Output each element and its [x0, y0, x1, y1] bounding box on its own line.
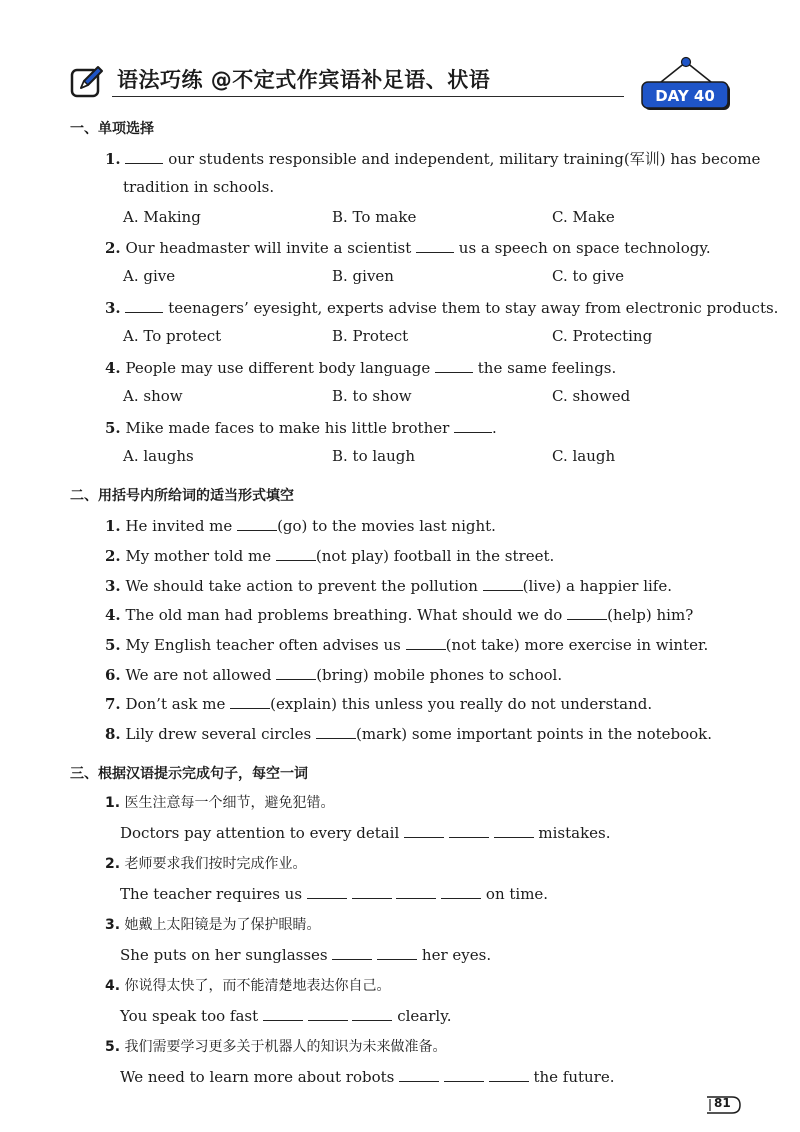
answer-blank[interactable]	[406, 634, 446, 650]
s2-item-7	[105, 693, 652, 713]
item-text-post: (bring) mobile phones to school.	[316, 666, 563, 684]
chinese-prompt: 你说得太快了，而不能清楚地表达你自己。	[124, 978, 391, 994]
answer-blank[interactable]	[444, 1066, 484, 1082]
option-c[interactable]: C. laugh	[552, 447, 616, 465]
section2-title: 二、用括号内所给词的适当形式填空	[70, 488, 294, 504]
question-text-post: the same feelings.	[473, 359, 617, 377]
question-text-post: .	[492, 419, 497, 437]
answer-blank[interactable]	[125, 148, 163, 164]
item-text-pre: Don’t ask me	[125, 695, 231, 713]
answer-blank[interactable]	[263, 1005, 303, 1021]
section3-title: 三、根据汉语提示完成句子，每空一词	[70, 766, 308, 782]
s1-q5	[105, 417, 497, 437]
item-text-post: (not take) more exercise in winter.	[445, 636, 709, 654]
question-text: teenagers’ eyesight, experts advise them to stay away from electronic products.	[163, 299, 779, 317]
s1-q1-line2: tradition in schools.	[123, 178, 275, 196]
answer-blank[interactable]	[276, 664, 316, 680]
answer-blank[interactable]	[125, 297, 163, 313]
s3-item-4-cn	[105, 975, 391, 995]
answer-blank[interactable]	[441, 883, 481, 899]
option-c[interactable]: C. Protecting	[552, 327, 653, 345]
day-badge-text: DAY 40	[655, 87, 715, 105]
item-text-post: (mark) some important points in the notebook.	[356, 725, 713, 743]
option-c[interactable]: C. to give	[552, 267, 625, 285]
option-c[interactable]: C. Make	[552, 208, 615, 226]
item-text-post: (live) a happier life.	[522, 577, 672, 595]
question-number: 2.	[105, 239, 121, 257]
s3-item-1-en	[120, 822, 611, 842]
answer-blank[interactable]	[352, 1005, 392, 1021]
answer-blank[interactable]	[396, 883, 436, 899]
sentence-post: her eyes.	[417, 946, 492, 964]
answer-blank[interactable]	[276, 545, 316, 561]
question-text-post: us a speech on space technology.	[454, 239, 711, 257]
sentence-post: on time.	[481, 885, 549, 903]
s3-item-5-cn	[105, 1036, 447, 1056]
sentence-post: the future.	[528, 1068, 615, 1086]
question-text-pre: Mike made faces to make his little brother	[125, 419, 455, 437]
item-number: 7.	[105, 695, 121, 713]
chinese-prompt: 医生注意每一个细节，避免犯错。	[124, 795, 335, 811]
item-number: 5.	[105, 636, 121, 654]
item-number: 4.	[105, 978, 121, 994]
sentence-pre: She puts on her sunglasses	[120, 946, 333, 964]
option-a[interactable]: A. Making	[123, 208, 201, 226]
answer-blank[interactable]	[494, 822, 534, 838]
s2-item-2	[105, 545, 554, 565]
item-text-post: (help) him?	[607, 606, 694, 624]
option-b[interactable]: B. given	[332, 267, 394, 285]
chinese-prompt: 我们需要学习更多关于机器人的知识为未来做准备。	[124, 1039, 447, 1055]
page-number-text: 81	[714, 1096, 731, 1110]
item-number: 1.	[105, 795, 121, 811]
sentence-pre: We need to learn more about robots	[120, 1068, 400, 1086]
answer-blank[interactable]	[483, 575, 523, 591]
answer-blank[interactable]	[230, 693, 270, 709]
chinese-prompt: 老师要求我们按时完成作业。	[124, 856, 307, 872]
item-number: 8.	[105, 725, 121, 743]
s1-q3	[105, 297, 778, 317]
pencil-note-icon	[70, 64, 104, 98]
answer-blank[interactable]	[308, 1005, 348, 1021]
item-text-post: (go) to the movies last night.	[277, 517, 496, 535]
s3-item-2-cn	[105, 853, 307, 873]
item-number: 3.	[105, 917, 121, 933]
s3-item-3-en	[120, 944, 491, 964]
answer-blank[interactable]	[237, 515, 277, 531]
s1-q2	[105, 237, 711, 257]
s2-item-6	[105, 664, 562, 684]
s2-item-4	[105, 604, 693, 624]
item-number: 5.	[105, 1039, 121, 1055]
answer-blank[interactable]	[567, 604, 607, 620]
option-a[interactable]: A. give	[123, 267, 176, 285]
item-text-pre: We are not allowed	[125, 666, 277, 684]
s1-q1-line1	[105, 148, 760, 169]
answer-blank[interactable]	[377, 944, 417, 960]
item-text-pre: Lily drew several circles	[125, 725, 317, 743]
item-text-post: (explain) this unless you really do not understand.	[270, 695, 653, 713]
answer-blank[interactable]	[416, 237, 454, 253]
question-number: 5.	[105, 419, 121, 437]
sentence-post: mistakes.	[533, 824, 611, 842]
s2-item-8	[105, 723, 712, 743]
option-a[interactable]: A. To protect	[123, 327, 222, 345]
item-text-pre: My English teacher often advises us	[125, 636, 406, 654]
item-text-post: (not play) football in the street.	[315, 547, 555, 565]
option-b[interactable]: B. Protect	[332, 327, 409, 345]
question-number: 4.	[105, 359, 121, 377]
answer-blank[interactable]	[454, 417, 492, 433]
question-number: 1.	[105, 150, 121, 168]
item-number: 2.	[105, 856, 121, 872]
option-a[interactable]: A. show	[123, 387, 183, 405]
s3-item-4-en	[120, 1005, 451, 1025]
sentence-post: clearly.	[392, 1007, 452, 1025]
s2-item-1	[105, 515, 496, 535]
section1-title: 一、单项选择	[70, 121, 154, 137]
question-text-pre: People may use different body language	[125, 359, 436, 377]
s3-item-2-en	[120, 883, 548, 903]
item-number: 1.	[105, 517, 121, 535]
s3-item-1-cn	[105, 792, 335, 812]
question-number: 3.	[105, 299, 121, 317]
option-b[interactable]: B. To make	[332, 208, 417, 226]
question-text: our students responsible and independent, military training(军训) has become	[163, 150, 761, 168]
option-b[interactable]: B. to show	[332, 387, 412, 405]
s3-item-3-cn	[105, 914, 321, 934]
day-badge	[640, 56, 740, 120]
item-text-pre: The old man had problems breathing. What should we do	[125, 606, 568, 624]
answer-blank[interactable]	[489, 1066, 529, 1082]
s3-item-5-en	[120, 1066, 615, 1086]
item-text-pre: We should take action to prevent the pollution	[125, 577, 483, 595]
page-title: 语法巧练 @不定式作宾语补足语、状语	[117, 68, 491, 92]
sentence-pre: Doctors pay attention to every detail	[120, 824, 405, 842]
answer-blank[interactable]	[404, 822, 444, 838]
item-number: 3.	[105, 577, 121, 595]
answer-blank[interactable]	[332, 944, 372, 960]
item-number: 6.	[105, 666, 121, 684]
item-number: 4.	[105, 606, 121, 624]
answer-blank[interactable]	[449, 822, 489, 838]
question-text-pre: Our headmaster will invite a scientist	[125, 239, 417, 257]
s1-q4	[105, 357, 616, 377]
sentence-pre: You speak too fast	[120, 1007, 263, 1025]
answer-blank[interactable]	[435, 357, 473, 373]
option-c[interactable]: C. showed	[552, 387, 631, 405]
item-text-pre: He invited me	[125, 517, 238, 535]
s2-item-3	[105, 575, 672, 595]
item-number: 2.	[105, 547, 121, 565]
page-number	[706, 1096, 742, 1114]
answer-blank[interactable]	[399, 1066, 439, 1082]
answer-blank[interactable]	[307, 883, 347, 899]
answer-blank[interactable]	[316, 723, 356, 739]
sentence-pre: The teacher requires us	[120, 885, 307, 903]
chinese-prompt: 她戴上太阳镜是为了保护眼睛。	[124, 917, 321, 933]
option-a[interactable]: A. laughs	[123, 447, 194, 465]
item-text-pre: My mother told me	[125, 547, 276, 565]
option-b[interactable]: B. to laugh	[332, 447, 416, 465]
answer-blank[interactable]	[352, 883, 392, 899]
title-underline	[112, 96, 624, 97]
s2-item-5	[105, 634, 708, 654]
